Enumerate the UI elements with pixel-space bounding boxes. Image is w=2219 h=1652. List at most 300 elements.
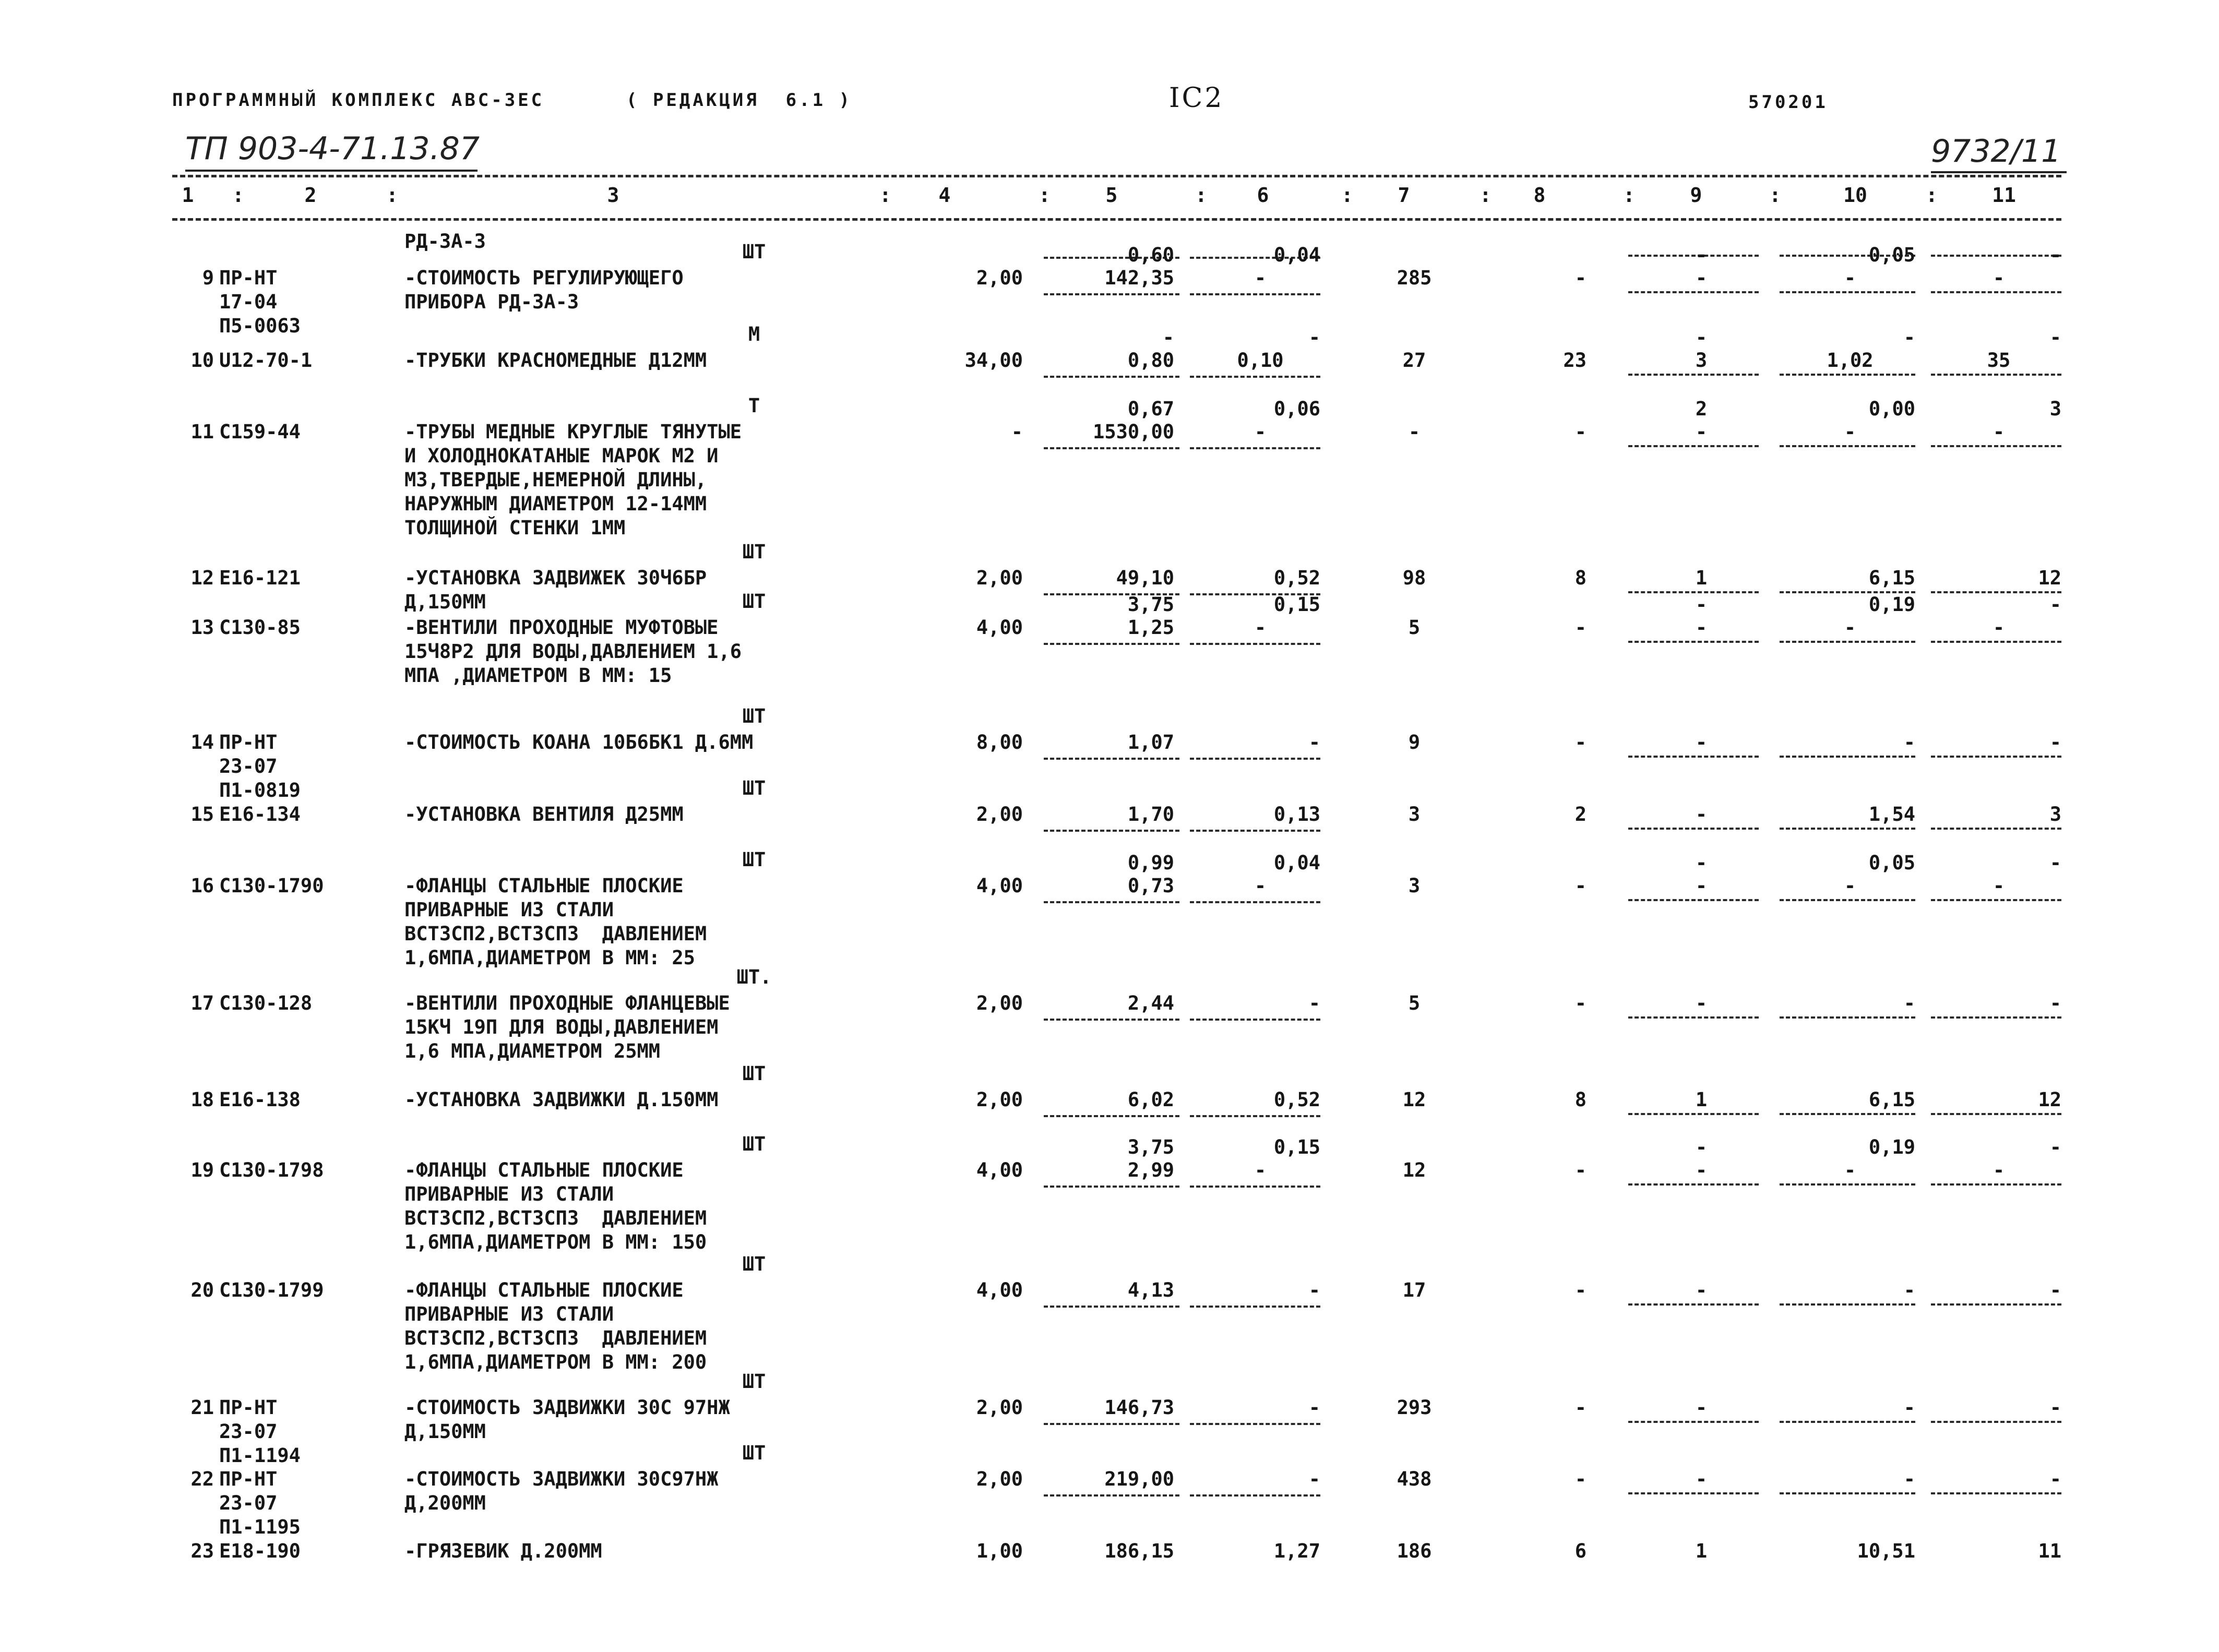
column-header-10: 10 — [1843, 184, 1867, 207]
item-description: -ВЕНТИЛИ ПРОХОДНЫЕ ФЛАНЦЕВЫЕ — [404, 992, 730, 1014]
subtotal-dash-line — [1044, 830, 1179, 832]
rate-code: П5-0063 — [219, 315, 301, 337]
row-number: 9 — [202, 267, 214, 289]
col11-value: 12 — [2038, 1088, 2061, 1111]
item-description: 1,6МПА,ДИАМЕТРОМ В ММ: 200 — [404, 1351, 707, 1373]
unit-of-measure: Т — [748, 394, 760, 417]
total-cost: 3 — [1408, 875, 1421, 897]
subtotal-dash-line — [1044, 1494, 1179, 1497]
col11-value: 3 — [2049, 398, 2061, 420]
col10-value: 0,19 — [1868, 1136, 1915, 1158]
unit-of-measure: ШТ — [742, 848, 766, 871]
labor-cost-detail: - — [1254, 267, 1267, 289]
column-separator: : — [232, 184, 244, 207]
subtotal-dash-line — [1780, 1492, 1915, 1494]
col11-value: - — [2049, 326, 2061, 349]
unit-of-measure: М — [748, 323, 760, 345]
item-description: -ФЛАНЦЫ СТАЛЬНЫЕ ПЛОСКИЕ — [404, 875, 684, 897]
col11-value: - — [2049, 731, 2061, 753]
subtotal-dash-line — [1628, 1113, 1759, 1115]
rate-code: Е18-190 — [219, 1540, 301, 1562]
subtotal-dash-line — [1931, 1303, 2061, 1306]
row-number: 19 — [190, 1159, 214, 1181]
subtotal-dash-line — [1931, 1492, 2061, 1494]
col11-detail: - — [1993, 616, 2005, 639]
quantity: 1,00 — [976, 1540, 1023, 1562]
wages: - — [1574, 421, 1586, 443]
subtotal-dash-line — [1931, 1113, 2061, 1115]
rate-code: С130-128 — [219, 992, 313, 1014]
col10-value: 0,05 — [1868, 852, 1915, 874]
item-description: ПРИВАРНЫЕ ИЗ СТАЛИ — [404, 1183, 614, 1205]
subtotal-dash-line — [1628, 1183, 1759, 1186]
total-cost: 186 — [1397, 1540, 1432, 1562]
item-description: РД-3А-3 — [404, 230, 486, 253]
subtotal-dash-line — [1628, 899, 1759, 901]
subtotal-dash-line — [1628, 291, 1759, 293]
item-description: -ФЛАНЦЫ СТАЛЬНЫЕ ПЛОСКИЕ — [404, 1279, 684, 1301]
col10-value: - — [1903, 326, 1915, 349]
col11-value: - — [2049, 992, 2061, 1014]
unit-cost-detail: 142,35 — [1104, 267, 1174, 289]
row-number: 20 — [190, 1279, 214, 1301]
item-description: -СТОИМОСТЬ РЕГУЛИРУЮЩЕГО — [404, 267, 684, 289]
unit-cost: 2,44 — [1127, 992, 1174, 1014]
subtotal-dash-line — [1628, 641, 1759, 643]
column-separator: : — [386, 184, 398, 207]
item-description: ПРИВАРНЫЕ ИЗ СТАЛИ — [404, 1303, 614, 1325]
table-top-rule — [172, 175, 2061, 177]
wages: 6 — [1574, 1540, 1586, 1562]
col10-value: - — [1903, 992, 1915, 1014]
subtotal-dash-line — [1931, 899, 2061, 901]
col10-value: - — [1903, 1279, 1915, 1301]
subtotal-dash-line — [1044, 447, 1179, 449]
rate-code: 23-07 — [219, 1492, 278, 1514]
column-separator: : — [1926, 184, 1938, 207]
col9-value: - — [1695, 803, 1708, 825]
subtotal-dash-line — [1780, 1303, 1915, 1306]
quantity: 2,00 — [976, 803, 1023, 825]
quantity: 2,00 — [976, 1396, 1023, 1419]
labor-cost: - — [1308, 1468, 1320, 1490]
row-number: 23 — [190, 1540, 214, 1562]
item-description: 1,6МПА,ДИАМЕТРОМ В ММ: 25 — [404, 947, 695, 969]
col9-value: - — [1695, 1468, 1708, 1490]
column-separator: : — [1039, 184, 1051, 207]
rate-code: С130-1798 — [219, 1159, 324, 1181]
item-description: ВСТ3СП2,ВСТ3СП3 ДАВЛЕНИЕМ — [404, 1207, 707, 1229]
subtotal-dash-line — [1628, 445, 1759, 447]
col9-value: 1 — [1695, 1088, 1708, 1111]
item-description: Д,150ММ — [404, 1420, 486, 1443]
row-number: 14 — [190, 731, 214, 753]
quantity: 4,00 — [976, 1159, 1023, 1181]
total-cost: 285 — [1397, 267, 1432, 289]
row-number: 13 — [190, 616, 214, 639]
item-description: ПРИБОРА РД-3А-3 — [404, 291, 579, 313]
col9-value: - — [1695, 731, 1708, 753]
rate-code: П1-1194 — [219, 1444, 301, 1467]
labor-cost: 0,15 — [1273, 593, 1320, 616]
total-cost: 27 — [1402, 349, 1426, 372]
unit-cost: 1,70 — [1127, 803, 1174, 825]
item-description: -СТОИМОСТЬ ЗАДВИЖКИ 30С 97НЖ — [404, 1396, 730, 1419]
col11-detail: - — [1993, 267, 2005, 289]
subtotal-dash-line — [1044, 293, 1179, 295]
col9-value: - — [1695, 1279, 1708, 1301]
subtotal-dash-line — [1190, 830, 1320, 832]
column-header-8: 8 — [1533, 184, 1546, 207]
col10-detail: - — [1844, 421, 1856, 443]
rate-code: ПР-НТ — [219, 731, 278, 753]
subtotal-dash-line — [1780, 445, 1915, 447]
sheet-underline — [1931, 171, 2067, 173]
col11-detail: - — [1993, 1159, 2005, 1181]
labor-cost: 0,15 — [1273, 1136, 1320, 1158]
subtotal-dash-line — [1780, 374, 1915, 376]
subtotal-dash-line — [1931, 374, 2061, 376]
column-header-3: 3 — [607, 184, 619, 207]
col10-detail: - — [1844, 267, 1856, 289]
col9-value: - — [1695, 1136, 1708, 1158]
unit-of-measure: ШТ — [742, 241, 766, 263]
quantity: 8,00 — [976, 731, 1023, 753]
rate-code: С130-1790 — [219, 875, 324, 897]
unit-cost-detail: 1,25 — [1127, 616, 1174, 639]
subtotal-dash-line — [1780, 1421, 1915, 1423]
subtotal-dash-line — [1628, 1492, 1759, 1494]
subtotal-dash-line — [1780, 1016, 1915, 1019]
unit-cost: 146,73 — [1104, 1396, 1174, 1419]
subtotal-dash-line — [1780, 1113, 1915, 1115]
subtotal-dash-line — [1931, 641, 2061, 643]
quantity: - — [1011, 421, 1023, 443]
col10-detail: - — [1844, 616, 1856, 639]
column-separator: : — [1623, 184, 1635, 207]
unit-of-measure: ШТ — [742, 777, 766, 799]
column-header-9: 9 — [1690, 184, 1702, 207]
unit-cost-detail: 0,80 — [1127, 349, 1174, 372]
col10-detail: 1,02 — [1827, 349, 1874, 372]
project-number-stamp: ТП 903-4-71.13.87 — [185, 130, 480, 167]
col9-value: - — [1695, 992, 1708, 1014]
unit-cost: 219,00 — [1104, 1468, 1174, 1490]
row-number: 11 — [190, 421, 214, 443]
row-number: 21 — [190, 1396, 214, 1419]
subtotal-dash-line — [1190, 643, 1320, 645]
item-description: -УСТАНОВКА ВЕНТИЛЯ Д25ММ — [404, 803, 684, 825]
subtotal-dash-line — [1190, 1494, 1320, 1497]
col9-value: - — [1695, 852, 1708, 874]
labor-cost: 0,52 — [1273, 1088, 1320, 1111]
column-separator: : — [1480, 184, 1492, 207]
unit-of-measure: ШТ — [742, 705, 766, 727]
unit-of-measure: ШТ. — [736, 966, 772, 988]
col11-value: - — [2049, 1136, 2061, 1158]
subtotal-dash-line — [1190, 1423, 1320, 1425]
col10-value: 0,19 — [1868, 593, 1915, 616]
subtotal-dash-line — [1190, 447, 1320, 449]
item-description: 1,6 МПА,ДИАМЕТРОМ 25ММ — [404, 1040, 661, 1062]
wages: 23 — [1563, 349, 1586, 372]
item-description: -СТОИМОСТЬ КОАНА 10Б6БК1 Д.6ММ — [404, 731, 754, 753]
page-number: IC2 — [1169, 82, 1224, 114]
col11-value: 3 — [2049, 803, 2061, 825]
wages: - — [1574, 1159, 1586, 1181]
unit-cost: 0,99 — [1127, 852, 1174, 874]
labor-cost: 1,27 — [1273, 1540, 1320, 1562]
col9-value: 1 — [1695, 1540, 1708, 1562]
col9-detail: - — [1695, 267, 1708, 289]
wages: 8 — [1574, 1088, 1586, 1111]
subtotal-dash-line — [1628, 1421, 1759, 1423]
subtotal-dash-line — [1628, 374, 1759, 376]
unit-of-measure: ШТ — [742, 541, 766, 563]
col10-value: 0,05 — [1868, 244, 1915, 266]
item-description: -ВЕНТИЛИ ПРОХОДНЫЕ МУФТОВЫЕ — [404, 616, 719, 639]
subtotal-dash-line — [1931, 291, 2061, 293]
labor-cost: - — [1308, 731, 1320, 753]
col11-value: 12 — [2038, 567, 2061, 589]
col9-value: - — [1695, 244, 1708, 266]
labor-cost: 0,04 — [1273, 244, 1320, 266]
total-cost: 98 — [1402, 567, 1426, 589]
column-header-7: 7 — [1398, 184, 1410, 207]
unit-of-measure: ШТ — [742, 1442, 766, 1464]
subtotal-dash-line — [1931, 445, 2061, 447]
unit-of-measure: ШТ — [742, 1133, 766, 1155]
col10-value: 6,15 — [1868, 1088, 1915, 1111]
item-description: И ХОЛОДНОКАТАНЫЕ МАРОК М2 И — [404, 445, 719, 467]
rate-code: ПР-НТ — [219, 1468, 278, 1490]
quantity: 4,00 — [976, 1279, 1023, 1301]
item-description: -ТРУБЫ МЕДНЫЕ КРУГЛЫЕ ТЯНУТЫЕ — [404, 421, 742, 443]
item-description: -СТОИМОСТЬ ЗАДВИЖКИ 30С97НЖ — [404, 1468, 719, 1490]
item-description: -ГРЯЗЕВИК Д.200ММ — [404, 1540, 602, 1562]
col10-value: - — [1903, 731, 1915, 753]
labor-cost: - — [1308, 992, 1320, 1014]
col10-value: - — [1903, 1396, 1915, 1419]
subtotal-dash-line — [1190, 1115, 1320, 1117]
column-header-2: 2 — [304, 184, 317, 207]
total-cost: - — [1408, 421, 1421, 443]
col9-value: 1 — [1695, 567, 1708, 589]
rate-code: Е16-138 — [219, 1088, 301, 1111]
item-description: ТОЛЩИНОЙ СТЕНКИ 1ММ — [404, 517, 626, 539]
rate-code: ПР-НТ — [219, 1396, 278, 1419]
rate-code: 17-04 — [219, 291, 278, 313]
unit-cost: 0,60 — [1127, 244, 1174, 266]
unit-cost: 6,02 — [1127, 1088, 1174, 1111]
col9-value: - — [1695, 326, 1708, 349]
unit-cost: 1,07 — [1127, 731, 1174, 753]
subtotal-dash-line — [1190, 293, 1320, 295]
subtotal-dash-line — [1190, 1019, 1320, 1021]
item-description: -УСТАНОВКА ЗАДВИЖКИ Д.150ММ — [404, 1088, 719, 1111]
col11-value: 11 — [2038, 1540, 2061, 1562]
subtotal-dash-line — [1190, 758, 1320, 760]
table-header-rule — [172, 218, 2061, 221]
total-cost: 5 — [1408, 992, 1421, 1014]
subtotal-dash-line — [1190, 1306, 1320, 1308]
total-cost: 12 — [1402, 1159, 1426, 1181]
subtotal-dash-line — [1931, 1421, 2061, 1423]
rate-code: С159-44 — [219, 421, 301, 443]
col10-value: 1,54 — [1868, 803, 1915, 825]
labor-cost: 0,06 — [1273, 398, 1320, 420]
item-description: НАРУЖНЫМ ДИАМЕТРОМ 12-14ММ — [404, 493, 707, 515]
item-description: -ФЛАНЦЫ СТАЛЬНЫЕ ПЛОСКИЕ — [404, 1159, 684, 1181]
subtotal-dash-line — [1190, 901, 1320, 903]
quantity: 2,00 — [976, 992, 1023, 1014]
program-title: ПРОГРАММНЫЙ КОМПЛЕКС АВС-3ЕС — [172, 90, 545, 111]
wages: - — [1574, 992, 1586, 1014]
col10-value: 6,15 — [1868, 567, 1915, 589]
item-description: ВСТ3СП2,ВСТ3СП3 ДАВЛЕНИЕМ — [404, 923, 707, 945]
labor-cost: - — [1308, 1279, 1320, 1301]
subtotal-dash-line — [1628, 1303, 1759, 1306]
col11-value: - — [2049, 852, 2061, 874]
item-description: МПА ,ДИАМЕТРОМ В ММ: 15 — [404, 664, 672, 687]
col9-value: - — [1695, 593, 1708, 616]
unit-cost: 3,75 — [1127, 593, 1174, 616]
col11-detail: - — [1993, 421, 2005, 443]
unit-of-measure: ШТ — [742, 1253, 766, 1275]
quantity: 4,00 — [976, 616, 1023, 639]
sheet-number-stamp: 9732/11 — [1931, 133, 2061, 170]
total-cost: 3 — [1408, 803, 1421, 825]
column-header-1: 1 — [182, 184, 194, 207]
col11-value: - — [2049, 1468, 2061, 1490]
subtotal-dash-line — [1044, 1306, 1179, 1308]
col11-value: - — [2049, 593, 2061, 616]
col10-detail: - — [1844, 1159, 1856, 1181]
wages: - — [1574, 1468, 1586, 1490]
total-cost: 12 — [1402, 1088, 1426, 1111]
subtotal-dash-line — [1931, 828, 2061, 830]
labor-cost-detail: - — [1254, 875, 1267, 897]
labor-cost: - — [1308, 1396, 1320, 1419]
rate-code: Е16-134 — [219, 803, 301, 825]
rate-code: Е16-121 — [219, 567, 301, 589]
total-cost: 5 — [1408, 616, 1421, 639]
subtotal-dash-line — [1190, 1186, 1320, 1188]
wages: - — [1574, 1396, 1586, 1419]
subtotal-dash-line — [1628, 756, 1759, 758]
subtotal-dash-line — [1044, 1186, 1179, 1188]
unit-cost: 186,15 — [1104, 1540, 1174, 1562]
wages: - — [1574, 875, 1586, 897]
col10-value: 0,00 — [1868, 398, 1915, 420]
quantity: 2,00 — [976, 1468, 1023, 1490]
labor-cost-detail: 0,10 — [1237, 349, 1284, 372]
item-description: М3,ТВЕРДЫЕ,НЕМЕРНОЙ ДЛИНЫ, — [404, 469, 707, 491]
subtotal-dash-line — [1044, 1019, 1179, 1021]
row-number: 22 — [190, 1468, 214, 1490]
item-description: Д,150ММ — [404, 591, 486, 613]
row-number: 15 — [190, 803, 214, 825]
col10-value: - — [1903, 1468, 1915, 1490]
row-number: 10 — [190, 349, 214, 372]
subtotal-dash-line — [1190, 376, 1320, 378]
column-header-5: 5 — [1105, 184, 1118, 207]
column-separator: : — [1341, 184, 1353, 207]
row-number: 12 — [190, 567, 214, 589]
col9-detail: 3 — [1695, 349, 1708, 372]
unit-cost: 3,75 — [1127, 1136, 1174, 1158]
subtotal-dash-line — [1044, 1115, 1179, 1117]
subtotal-dash-line — [1780, 641, 1915, 643]
col9-detail: - — [1695, 616, 1708, 639]
doc-code: 570201 — [1748, 92, 1828, 113]
subtotal-dash-line — [1044, 376, 1179, 378]
col10-value: 10,51 — [1857, 1540, 1915, 1562]
col11-detail: 35 — [1987, 349, 2011, 372]
rate-code: С130-1799 — [219, 1279, 324, 1301]
col9-value: - — [1695, 1396, 1708, 1419]
rate-code: П1-0819 — [219, 779, 301, 801]
subtotal-dash-line — [1780, 828, 1915, 830]
labor-cost: 0,52 — [1273, 567, 1320, 589]
labor-cost: - — [1308, 326, 1320, 349]
row-number: 17 — [190, 992, 214, 1014]
row-number: 16 — [190, 875, 214, 897]
item-description: 1,6МПА,ДИАМЕТРОМ В ММ: 150 — [404, 1231, 707, 1253]
subtotal-dash-line — [1931, 1016, 2061, 1019]
col9-value: 2 — [1695, 398, 1708, 420]
col9-detail: - — [1695, 421, 1708, 443]
item-description: ПРИВАРНЫЕ ИЗ СТАЛИ — [404, 899, 614, 921]
unit-of-measure: ШТ — [742, 1062, 766, 1085]
labor-cost: 0,13 — [1273, 803, 1320, 825]
subtotal-dash-line — [1044, 758, 1179, 760]
quantity: 2,00 — [976, 267, 1023, 289]
unit-cost-detail: 1530,00 — [1093, 421, 1174, 443]
rate-code: U12-70-1 — [219, 349, 313, 372]
item-description: 15КЧ 19П ДЛЯ ВОДЫ,ДАВЛЕНИЕМ — [404, 1016, 719, 1038]
unit-of-measure: ШТ — [742, 590, 766, 613]
total-cost: 438 — [1397, 1468, 1432, 1490]
rate-code: ПР-НТ — [219, 267, 278, 289]
wages: - — [1574, 616, 1586, 639]
row-number: 18 — [190, 1088, 214, 1111]
column-separator: : — [879, 184, 891, 207]
quantity: 2,00 — [976, 1088, 1023, 1111]
column-separator: : — [1769, 184, 1781, 207]
unit-cost-detail: 0,73 — [1127, 875, 1174, 897]
item-description: -УСТАНОВКА ЗАДВИЖЕК 30Ч6БР — [404, 567, 707, 589]
subtotal-dash-line — [1044, 1423, 1179, 1425]
subtotal-dash-line — [1780, 1183, 1915, 1186]
item-description: 15Ч8Р2 ДЛЯ ВОДЫ,ДАВЛЕНИЕМ 1,6 — [404, 640, 742, 663]
labor-cost-detail: - — [1254, 616, 1267, 639]
total-cost: 17 — [1402, 1279, 1426, 1301]
labor-cost: 0,04 — [1273, 852, 1320, 874]
wages: 2 — [1574, 803, 1586, 825]
col11-detail: - — [1993, 875, 2005, 897]
col11-value: - — [2049, 1396, 2061, 1419]
rate-code: 23-07 — [219, 1420, 278, 1443]
wages: - — [1574, 1279, 1586, 1301]
column-header-4: 4 — [938, 184, 951, 207]
column-header-6: 6 — [1257, 184, 1269, 207]
rate-code: 23-07 — [219, 755, 278, 777]
col10-detail: - — [1844, 875, 1856, 897]
subtotal-dash-line — [1628, 1016, 1759, 1019]
labor-cost-detail: - — [1254, 1159, 1267, 1181]
subtotal-dash-line — [1931, 756, 2061, 758]
